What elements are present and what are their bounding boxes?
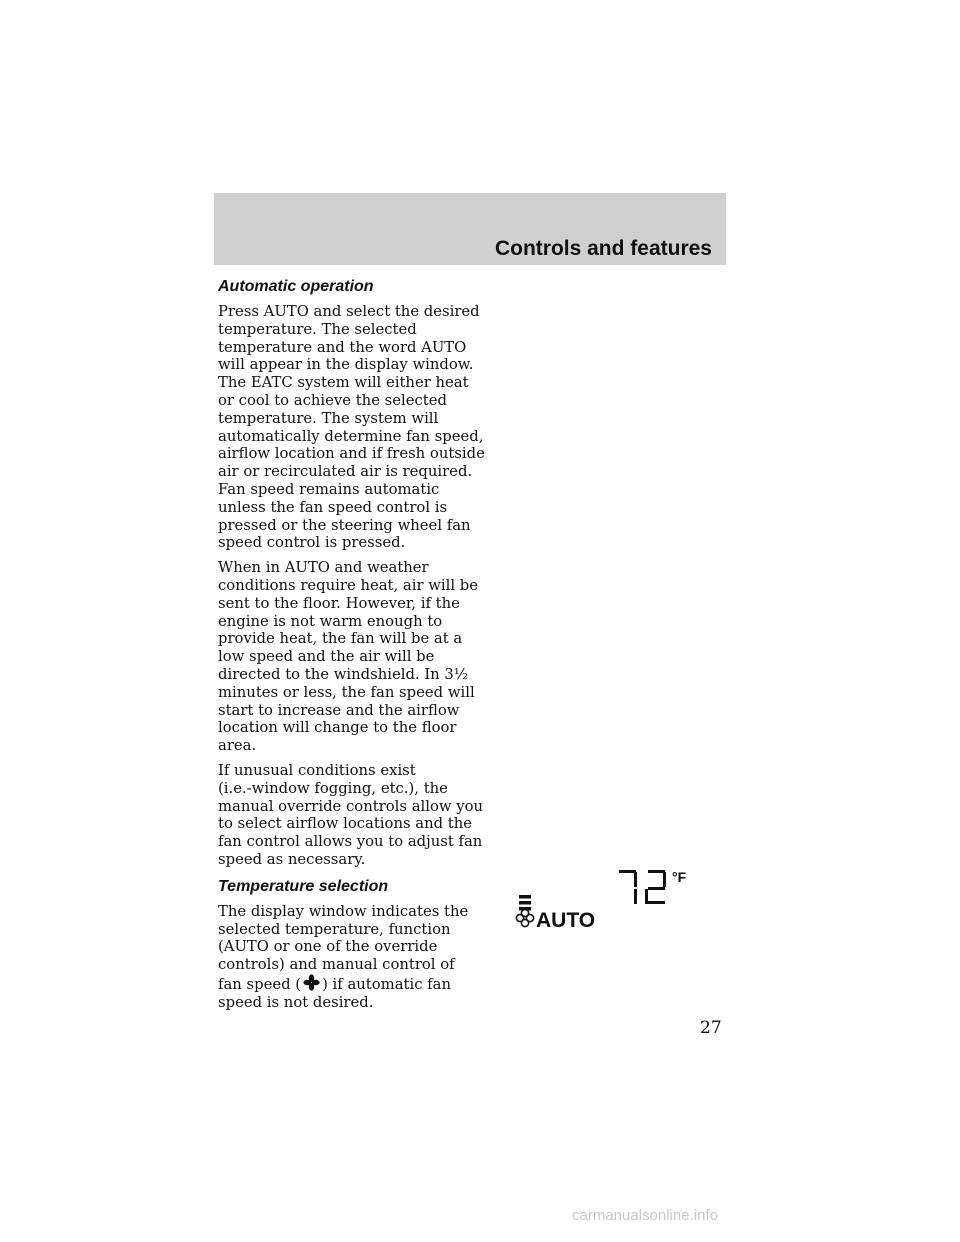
page-header-band [214, 193, 726, 265]
fan-speed-line: fan speed ( ) if automatic fan [218, 975, 452, 993]
heading-temperature-selection: Temperature selection [218, 877, 389, 895]
fan-outline-icon [516, 909, 533, 926]
temp-paragraph-1: The display window indicates the selected temperature, function (AUTO or one of the override controls) and manual control of fan speed ( ) if automatic fan speed is not desired. [218, 903, 480, 1012]
eatc-display-graphic [512, 860, 702, 940]
auto-paragraph-2: When in AUTO and weather conditions require heat, air will be sent to the floor. However, if the engine is not warm enough to provide heat, the fan will be at a low speed and the air will be directed to the windshield. In 3½ minutes or less, the fan speed will start to increase and the airflow location will change to the floor area. [218, 559, 479, 755]
eatc-display-window [512, 860, 702, 940]
temperature-digit-2 [645, 870, 666, 904]
section-title: Controls and features [494, 237, 712, 260]
fan-speed-bars-icon [519, 895, 531, 911]
temperature-digit-7 [619, 870, 637, 904]
auto-paragraph-1: Press AUTO and select the desired temperature. The selected temperature and the word AUTO will appear in the display window. The EATC system will either heat or cool to achieve the selected temperature. The system will automatically determine fan speed, airflow location and if fresh outside air or recirculated air is required. Fan speed remains automatic unless the fan speed control is pressed or the steering wheel fan speed control is pressed. [218, 303, 485, 552]
text-column [218, 276, 485, 1018]
auto-mode-label: AUTO [536, 909, 596, 932]
fan-icon [303, 974, 320, 991]
page-number: 27 [700, 1018, 722, 1038]
watermark-footer: carmanualsonline.info [572, 1207, 718, 1224]
temperature-unit: °F [672, 869, 687, 885]
heading-automatic-operation: Automatic operation [218, 278, 374, 295]
auto-paragraph-3: If unusual conditions exist (i.e.-window fogging, etc.), the manual override controls allow you to select airflow locations and the fan control allows you to adjust fan speed as necessary. [218, 761, 484, 868]
